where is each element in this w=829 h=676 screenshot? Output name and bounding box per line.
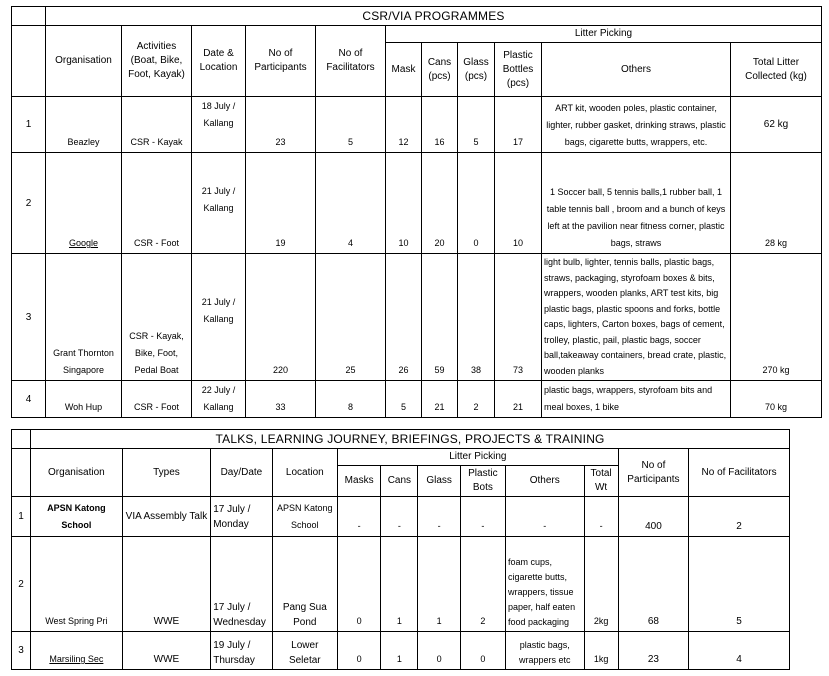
cans-cell: 20 <box>422 153 458 254</box>
total-wt-cell: 2kg <box>584 537 618 632</box>
others-cell: plastic bags, wrappers, styrofoam bits and meal boxes, 1 bike <box>542 381 731 418</box>
masks-cell: 0 <box>338 632 381 670</box>
date-location-cell: 22 July / Kallang <box>192 381 246 418</box>
organisation-header: Organisation <box>46 26 122 97</box>
row-number: 2 <box>12 153 46 254</box>
participants-cell: 68 <box>618 537 688 632</box>
organisation-cell: West Spring Pri <box>31 537 123 632</box>
table-row <box>12 537 790 632</box>
row-number: 3 <box>12 254 46 381</box>
others-header: Others <box>542 43 731 97</box>
row-number-header <box>12 26 46 97</box>
organisation-cell: Woh Hup <box>46 381 122 418</box>
bottles-cell: 17 <box>495 97 542 153</box>
participants-cell: 23 <box>618 632 688 670</box>
glass-cell: - <box>418 497 460 537</box>
activity-cell: CSR - Foot <box>122 381 192 418</box>
total-cell: 62 kg <box>731 97 822 153</box>
date-location-cell: 21 July / Kallang <box>192 153 246 254</box>
mask-header: Mask <box>386 43 422 97</box>
litter-picking-header: Litter Picking <box>386 26 822 43</box>
participants-cell: 220 <box>246 254 316 381</box>
bots-cell: - <box>460 497 505 537</box>
mask-cell: 10 <box>386 153 422 254</box>
bottles-cell: 21 <box>495 381 542 418</box>
row-number-header <box>12 449 31 497</box>
row-number: 1 <box>12 97 46 153</box>
table-row <box>12 632 790 670</box>
organisation-link[interactable]: Marsiling Sec <box>31 632 123 670</box>
total-wt-cell: - <box>584 497 618 537</box>
glass-cell: 5 <box>458 97 495 153</box>
cans-header: Cans (pcs) <box>422 43 458 97</box>
row-number: 3 <box>12 632 31 670</box>
mask-cell: 12 <box>386 97 422 153</box>
others-cell: light bulb, lighter, tennis balls, plastic bags, straws, packaging, styrofoam boxes & bits, wrappers, wooden planks, ART test kits, big plastic bags, plastic spoons and forks, bottle caps, lighters, Carton boxes, bags of cement, trolley, plastic, pail, plastic bags, soccer ball,takeaway containers, bread crate, plastic, wooden planks <box>542 254 731 381</box>
table-row <box>12 97 822 153</box>
facilitators-cell: 5 <box>689 537 790 632</box>
glass-cell: 0 <box>458 153 495 254</box>
location-header: Location <box>272 449 337 497</box>
csr-title: CSR/VIA PROGRAMMES <box>46 7 822 26</box>
total-cell: 28 kg <box>731 153 822 254</box>
facilitators-cell: 4 <box>316 153 386 254</box>
date-location-cell: 21 July / Kallang <box>192 254 246 381</box>
organisation-header: Organisation <box>31 449 123 497</box>
glass-cell: 1 <box>418 537 460 632</box>
facilitators-cell: 25 <box>316 254 386 381</box>
total-cell: 270 kg <box>731 254 822 381</box>
day-date-header: Day/Date <box>211 449 272 497</box>
corner-cell <box>12 7 46 26</box>
location-cell: Pang Sua Pond <box>272 537 337 632</box>
row-number: 1 <box>12 497 31 537</box>
bottles-cell: 10 <box>495 153 542 254</box>
cans-cell: 1 <box>381 632 418 670</box>
bottles-cell: 73 <box>495 254 542 381</box>
participants-cell: 400 <box>618 497 688 537</box>
plastic-bots-header: Plastic Bots <box>460 466 505 497</box>
organisation-link[interactable]: Google <box>46 153 122 254</box>
litter-picking-header: Litter Picking <box>338 449 619 466</box>
bots-cell: 0 <box>460 632 505 670</box>
activity-cell: CSR - Foot <box>122 153 192 254</box>
mask-cell: 5 <box>386 381 422 418</box>
activity-cell: CSR - Kayak <box>122 97 192 153</box>
row-number: 4 <box>12 381 46 418</box>
type-cell: VIA Assembly Talk <box>122 497 211 537</box>
csr-via-table <box>11 6 822 418</box>
activity-cell: CSR - Kayak, Bike, Foot, Pedal Boat <box>122 254 192 381</box>
cans-cell: 1 <box>381 537 418 632</box>
facilitators-header: No of Facilitators <box>316 26 386 97</box>
talks-title: TALKS, LEARNING JOURNEY, BRIEFINGS, PROJECTS & TRAINING <box>31 430 790 449</box>
total-cell: 70 kg <box>731 381 822 418</box>
others-cell: ART kit, wooden poles, plastic container, lighter, rubber gasket, drinking straws, plastic bags, cigarette butts, wrappers, etc. <box>542 97 731 153</box>
organisation-cell: APSN Katong School <box>31 497 123 537</box>
others-header: Others <box>506 466 584 497</box>
table-row <box>12 153 822 254</box>
table-row <box>12 497 790 537</box>
type-cell: WWE <box>122 632 211 670</box>
others-cell: 1 Soccer ball, 5 tennis balls,1 rubber ball, 1 table tennis ball , broom and a bunch of keys left at the pavilion near fitness corner, plastic bags, straws <box>542 153 731 254</box>
participants-cell: 19 <box>246 153 316 254</box>
participants-cell: 23 <box>246 97 316 153</box>
cans-cell: 59 <box>422 254 458 381</box>
table-row <box>12 254 822 381</box>
facilitators-cell: 8 <box>316 381 386 418</box>
others-cell: foam cups, cigarette butts, wrappers, tissue paper, half eaten food packaging <box>506 537 584 632</box>
masks-cell: - <box>338 497 381 537</box>
date-location-cell: 18 July / Kallang <box>192 97 246 153</box>
facilitators-header: No of Facilitators <box>689 449 790 497</box>
cans-header: Cans <box>381 466 418 497</box>
plastic-bottles-header: Plastic Bottles (pcs) <box>495 43 542 97</box>
total-litter-header: Total Litter Collected (kg) <box>731 43 822 97</box>
type-cell: WWE <box>122 537 211 632</box>
masks-cell: 0 <box>338 537 381 632</box>
facilitators-cell: 4 <box>689 632 790 670</box>
location-cell: Lower Seletar <box>272 632 337 670</box>
masks-header: Masks <box>338 466 381 497</box>
others-cell: - <box>506 497 584 537</box>
activities-header: Activities (Boat, Bike, Foot, Kayak) <box>122 26 192 97</box>
cans-cell: - <box>381 497 418 537</box>
bots-cell: 2 <box>460 537 505 632</box>
glass-cell: 2 <box>458 381 495 418</box>
table-row <box>12 381 822 418</box>
day-date-cell: 19 July / Thursday <box>211 632 272 670</box>
participants-header: No of Participants <box>246 26 316 97</box>
glass-header: Glass <box>418 466 460 497</box>
glass-cell: 38 <box>458 254 495 381</box>
others-cell: plastic bags, wrappers etc <box>506 632 584 670</box>
organisation-cell: Grant Thornton Singapore <box>46 254 122 381</box>
types-header: Types <box>122 449 211 497</box>
cans-cell: 16 <box>422 97 458 153</box>
cans-cell: 21 <box>422 381 458 418</box>
facilitators-cell: 2 <box>689 497 790 537</box>
total-wt-header: Total Wt <box>584 466 618 497</box>
total-wt-cell: 1kg <box>584 632 618 670</box>
day-date-cell: 17 July / Wednesday <box>211 537 272 632</box>
glass-header: Glass (pcs) <box>458 43 495 97</box>
mask-cell: 26 <box>386 254 422 381</box>
glass-cell: 0 <box>418 632 460 670</box>
day-date-cell: 17 July / Monday <box>211 497 272 537</box>
talks-table <box>11 429 790 670</box>
participants-header: No of Participants <box>618 449 688 497</box>
organisation-cell: Beazley <box>46 97 122 153</box>
facilitators-cell: 5 <box>316 97 386 153</box>
row-number: 2 <box>12 537 31 632</box>
date-location-header: Date & Location <box>192 26 246 97</box>
participants-cell: 33 <box>246 381 316 418</box>
corner-cell <box>12 430 31 449</box>
location-cell: APSN Katong School <box>272 497 337 537</box>
